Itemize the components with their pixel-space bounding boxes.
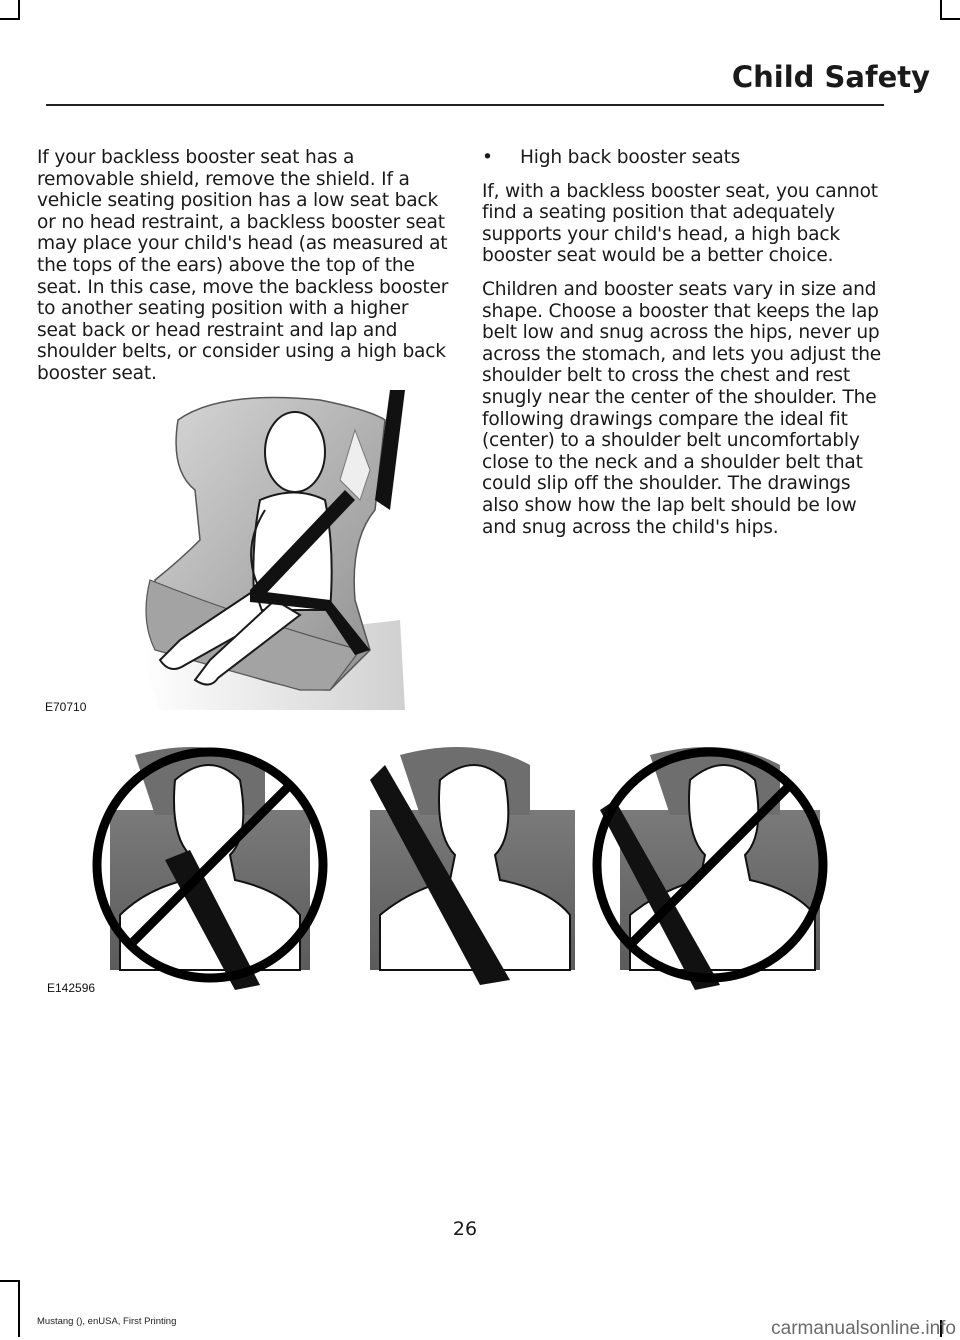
- crop-mark-top-left: [18, 0, 20, 20]
- bullet-text: High back booster seats: [520, 147, 741, 168]
- page-number: 26: [452, 1218, 478, 1240]
- header-divider: [46, 104, 884, 106]
- figure-id-booster: E70710: [45, 700, 87, 714]
- booster-shield-paragraph: If your backless booster seat has a removable shield, remove the shield. If a vehicle seating position has a low seat back or no head restraint, a backless booster seat may place your child's head (as measured at the tops of the ears) above the top of the seat. In this case, move the backless booster to another seating position with a higher seat back or head restraint and lap and shoulder belts, or consider using a high back booster seat.: [37, 147, 449, 384]
- footer-text: Mustang (), enUSA, First Printing: [37, 1316, 177, 1327]
- figure-id-belt-fit: E142596: [47, 981, 96, 995]
- left-column: [37, 147, 449, 397]
- high-back-booster-seat-illustration: [100, 390, 420, 715]
- watermark: carmanualsonline.info: [771, 1318, 956, 1339]
- crop-mark-top-right: [940, 18, 960, 20]
- crop-mark-top-right: [940, 0, 942, 20]
- high-back-paragraph: If, with a backless booster seat, you cannot find a seating position that adequately supports your child's head, a high back booster seat would be a better choice.: [482, 180, 878, 267]
- belt-fit-paragraph: Children and booster seats vary in size and shape. Choose a booster that keeps the lap belt low and snug across the hips, never up across the stomach, and lets you adjust the shoulder belt to cross the chest and rest snugly near the center of the shoulder. The following drawings compare the ideal fit (center) to a shoulder belt uncomfortably close to the neck and a shoulder belt that could slip off the shoulder. The drawings also show how the lap belt should be low and snug across the child's hips.: [482, 278, 882, 538]
- page-title: Child Safety: [731, 60, 930, 94]
- right-column: [482, 147, 882, 550]
- bullet-item: [482, 147, 882, 169]
- crop-mark-bottom-left: [0, 1280, 20, 1282]
- correct-belt-fit-illustration: [370, 747, 575, 985]
- crop-mark-top-left: [0, 18, 20, 20]
- bullet-marker: •: [482, 147, 493, 168]
- belt-fit-comparison: [80, 740, 850, 1000]
- crop-mark-bottom-left: [18, 1280, 20, 1337]
